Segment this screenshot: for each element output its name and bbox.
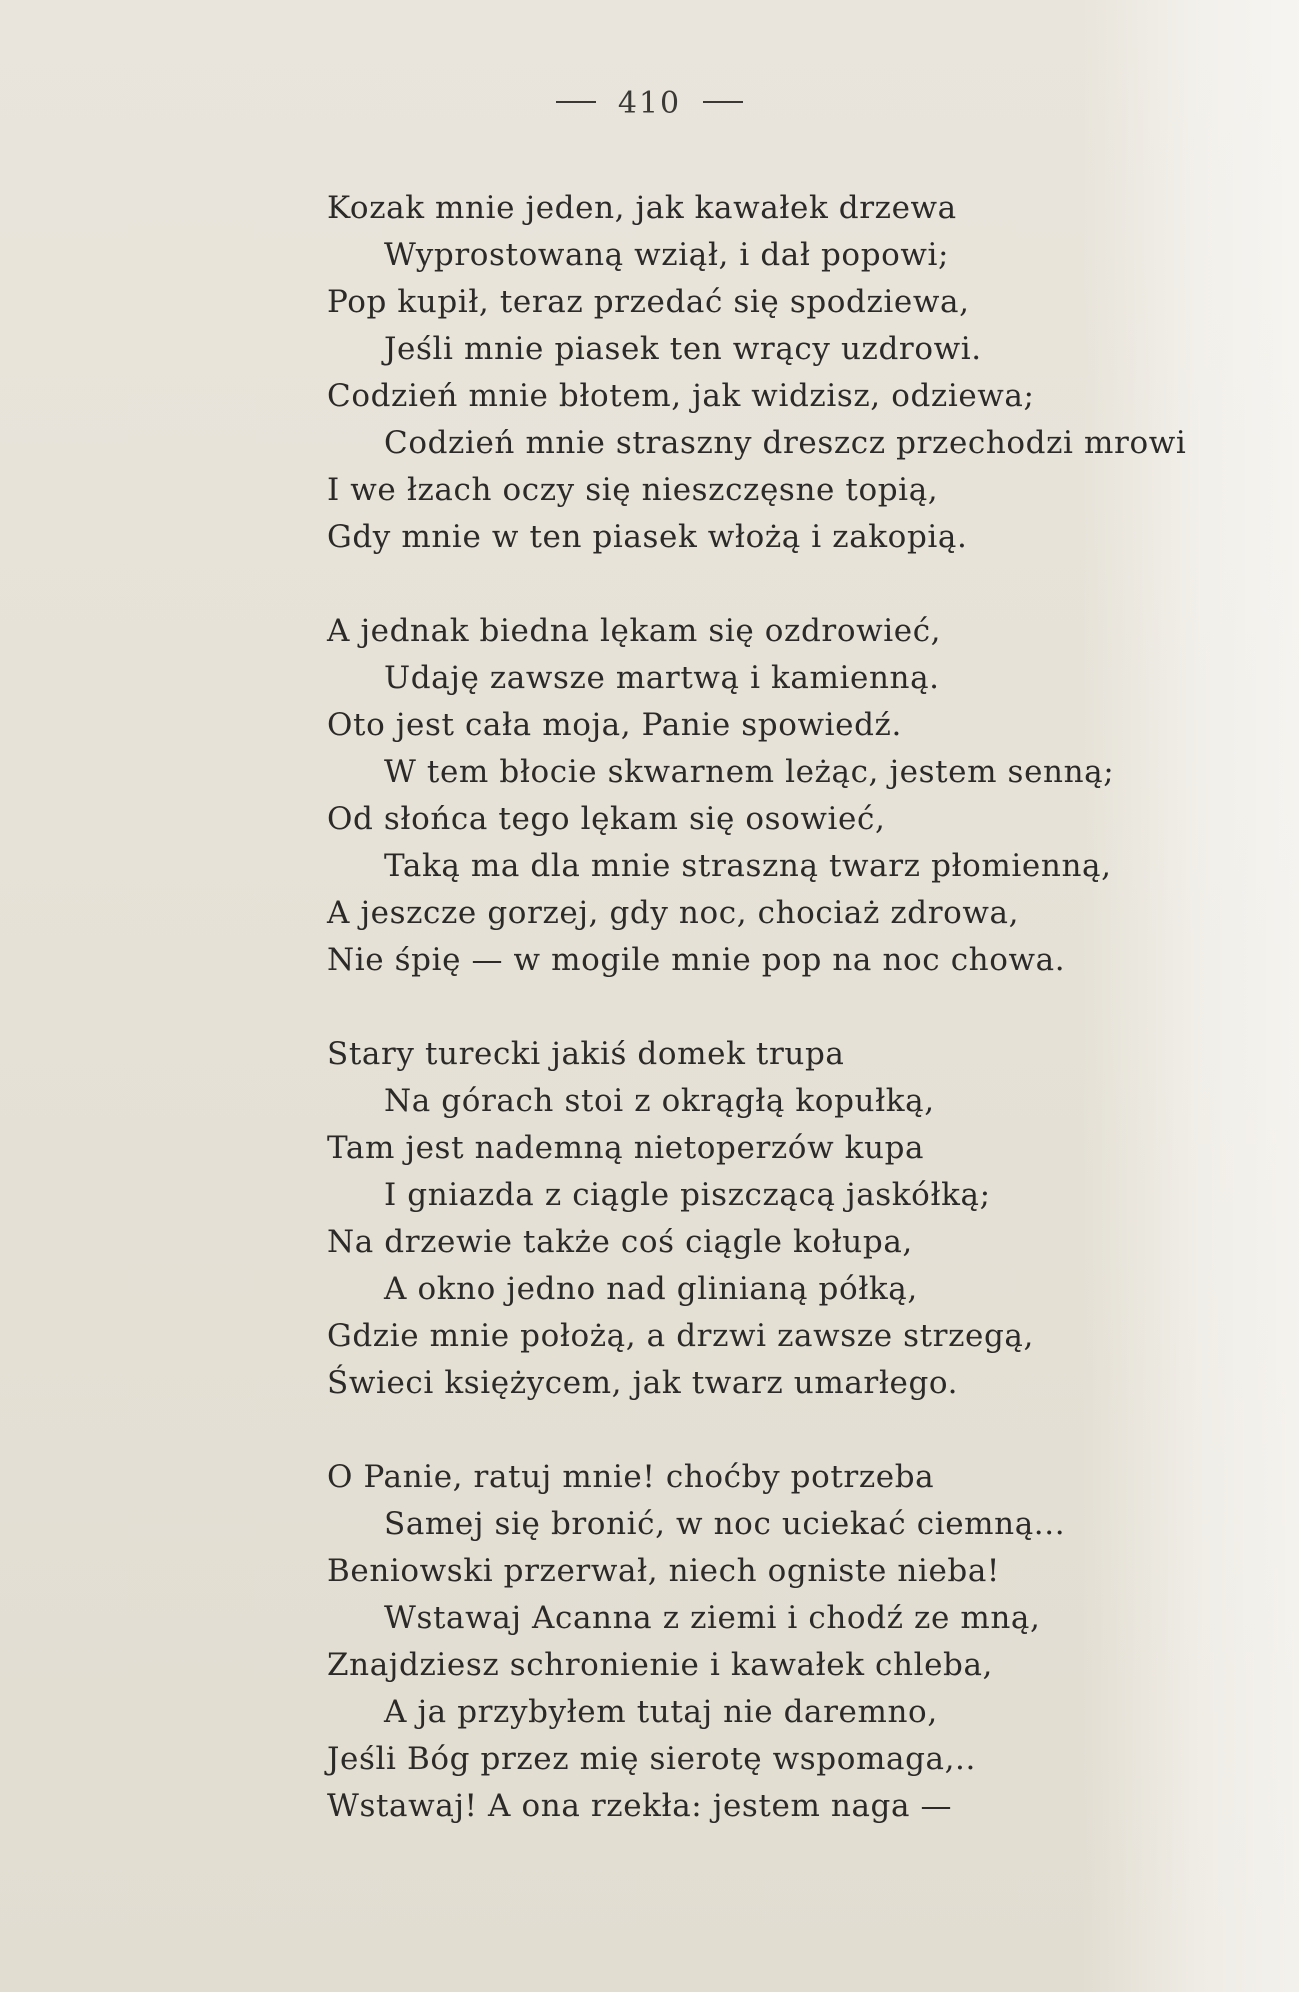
verse-line: Wstawaj Acanna z ziemi i chodź ze mną, [384, 1600, 1041, 1636]
verse-line: A jednak biedna lękam się ozdrowieć, [327, 613, 942, 649]
stanza-2 [327, 608, 1227, 984]
verse-line: Znajdziesz schronienie i kawałek chleba, [327, 1647, 994, 1683]
verse-line: I we łzach oczy się nieszczęsne topią, [327, 472, 939, 508]
verse-line: Na drzewie także coś ciągle kołupa, [327, 1224, 913, 1260]
verse-line: A jeszcze gorzej, gdy noc, chociaż zdrowa, [327, 895, 1020, 931]
verse-line: Gdzie mnie położą, a drzwi zawsze strzegą, [327, 1318, 1034, 1354]
verse-line: Gdy mnie w ten piasek włożą i zakopią. [327, 519, 968, 555]
left-dash [556, 101, 596, 103]
verse-line: Beniowski przerwał, niech ogniste nieba! [327, 1553, 1000, 1589]
right-dash [703, 101, 743, 103]
page-number-header [0, 86, 1299, 121]
verse-line: Samej się bronić, w noc uciekać ciemną... [384, 1506, 1066, 1542]
poem-text [327, 185, 1227, 1877]
verse-line: Nie śpię — w mogile mnie pop na noc chowa. [327, 942, 1066, 978]
verse-line: Codzień mnie straszny dreszcz przechodzi mrowi [384, 425, 1187, 461]
stanza-4 [327, 1454, 1227, 1830]
verse-line: A okno jedno nad glinianą półką, [384, 1271, 918, 1307]
stanza-3 [327, 1031, 1227, 1407]
verse-line: Jeśli mnie piasek ten wrący uzdrowi. [384, 331, 982, 367]
verse-line: Codzień mnie błotem, jak widzisz, odziewa; [327, 378, 1035, 414]
verse-line: O Panie, ratuj mnie! choćby potrzeba [327, 1459, 935, 1495]
page-number: 410 [617, 86, 682, 121]
verse-line: Pop kupił, teraz przedać się spodziewa, [327, 284, 970, 320]
verse-line: Stary turecki jakiś domek trupa [327, 1036, 845, 1072]
verse-line: Wyprostowaną wziął, i dał popowi; [384, 237, 950, 273]
verse-line: Tam jest nademną nietoperzów kupa [327, 1130, 925, 1166]
verse-line: Oto jest cała moja, Panie spowiedź. [327, 707, 902, 743]
verse-line: Od słońca tego lękam się osowieć, [327, 801, 886, 837]
stanza-1 [327, 185, 1227, 561]
verse-line: Wstawaj! A ona rzekła: jestem naga — [327, 1788, 953, 1824]
verse-line: Na górach stoi z okrągłą kopułką, [384, 1083, 935, 1119]
verse-line: Świeci księżycem, jak twarz umarłego. [327, 1365, 959, 1401]
verse-line: I gniazda z ciągle piszczącą jaskółką; [384, 1177, 991, 1213]
verse-line: A ja przybyłem tutaj nie daremno, [384, 1694, 938, 1730]
verse-line: Taką ma dla mnie straszną twarz płomienną, [384, 848, 1112, 884]
verse-line: W tem błocie skwarnem leżąc, jestem senną; [384, 754, 1115, 790]
verse-line: Jeśli Bóg przez mię sierotę wspomaga,.. [327, 1741, 976, 1777]
verse-line: Kozak mnie jeden, jak kawałek drzewa [327, 190, 957, 226]
verse-line: Udaję zawsze martwą i kamienną. [384, 660, 940, 696]
